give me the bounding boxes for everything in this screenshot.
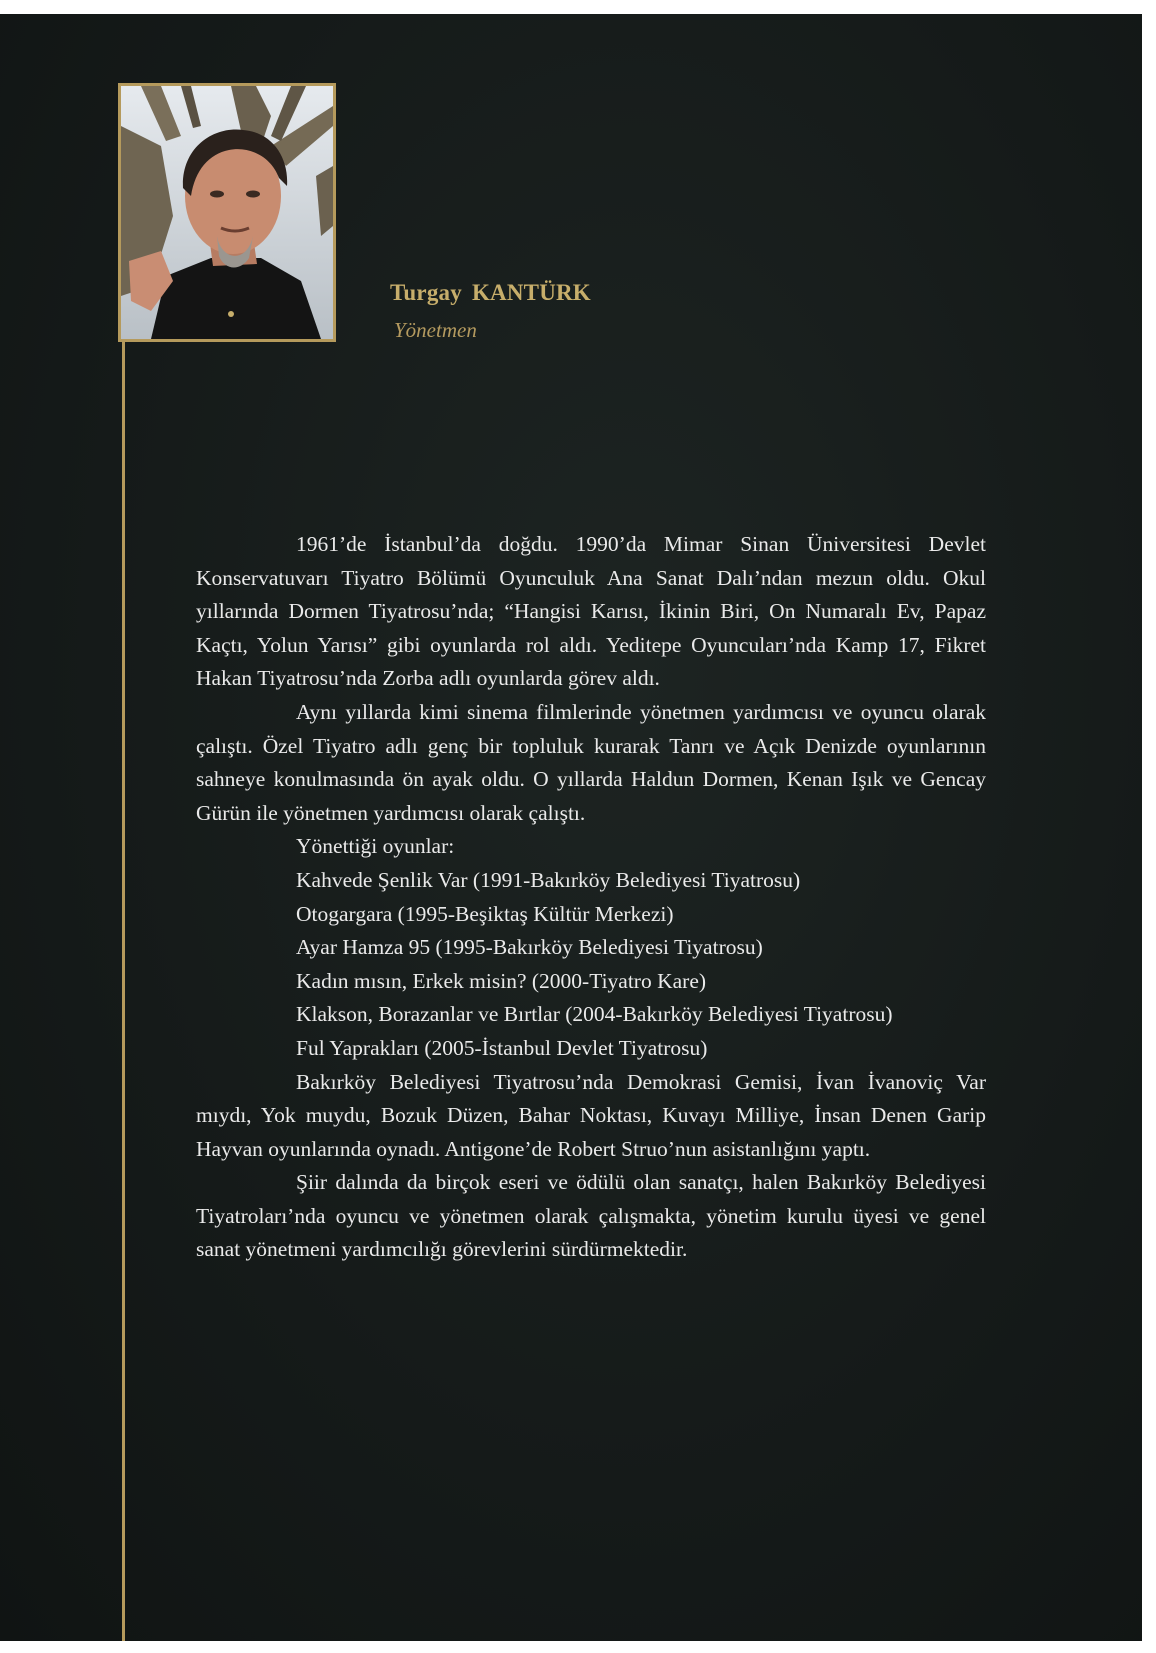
- directed-heading: Yönettiği oyunlar:: [296, 834, 455, 859]
- bio-paragraph-4: Şiir dalında da birçok eseri ve ödülü olan sanatçı, halen Bakırköy Belediyesi Tiyatroları’nda oyuncu ve yönetmen olarak çalışmakta, yönetim kurulu üyesi ve genel sanat yönetmeni yardımcılığı görevlerini sürdürmektedir.: [196, 1170, 986, 1262]
- document-page: [0, 14, 1142, 1641]
- list-item: Otogargara (1995-Beşiktaş Kültür Merkezi): [296, 901, 674, 926]
- first-name: Turgay: [390, 280, 462, 305]
- bio-paragraph-3: Bakırköy Belediyesi Tiyatrosu’nda Demokrasi Gemisi, İvan İvanoviç Var mıydı, Yok muydu, Bozuk Düzen, Bahar Noktası, Kuvayı Milliye, İnsan Denen Garip Hayvan oyunlarında oynadı. Antigone’de Robert Struo’nun asistanlığını yaptı.: [196, 1069, 986, 1161]
- person-name: [390, 280, 591, 306]
- bio-paragraph-1: 1961’de İstanbul’da doğdu. 1990’da Mimar Sinan Üniversitesi Devlet Konservatuvarı Tiyatro Bölümü Oyunculuk Ana Sanat Dalı’ndan mezun oldu. Okul yıllarında Dormen Tiyatrosu’nda; “Hangisi Karısı, İkinin Biri, On Numaralı Ev, Papaz Kaçtı, Yolun Yarısı” gibi oyunlarda rol aldı. Yeditepe Oyuncuları’nda Kamp 17, Fikret Hakan Tiyatrosu’nda Zorba adlı oyunlarda görev aldı.: [196, 532, 986, 691]
- bio-paragraph-2: Aynı yıllarda kimi sinema filmlerinde yönetmen yardımcısı ve oyuncu olarak çalıştı. Özel Tiyatro adlı genç bir topluluk kurarak Tanrı ve Açık Denizde oyunlarının sahneye konulmasında ön ayak oldu. O yıllarda Haldun Dormen, Kenan Işık ve Gencay Gürün ile yönetmen yardımcısı olarak çalıştı.: [196, 699, 986, 825]
- biography: [196, 528, 986, 1267]
- list-item: Ayar Hamza 95 (1995-Bakırköy Belediyesi Tiyatrosu): [296, 935, 763, 960]
- list-item: Klakson, Borazanlar ve Bırtlar (2004-Bakırköy Belediyesi Tiyatrosu): [296, 1002, 893, 1027]
- portrait-illustration: [121, 86, 333, 339]
- person-role: Yönetmen: [394, 318, 477, 342]
- list-item: Kahvede Şenlik Var (1991-Bakırköy Belediyesi Tiyatrosu): [296, 867, 801, 892]
- list-item: Ful Yaprakları (2005-İstanbul Devlet Tiyatrosu): [296, 1035, 708, 1060]
- list-item: Kadın mısın, Erkek misin? (2000-Tiyatro Kare): [296, 968, 707, 993]
- last-name: KANTÜRK: [471, 280, 591, 305]
- directed-plays-list: [196, 864, 986, 1066]
- portrait-photo: [118, 83, 336, 342]
